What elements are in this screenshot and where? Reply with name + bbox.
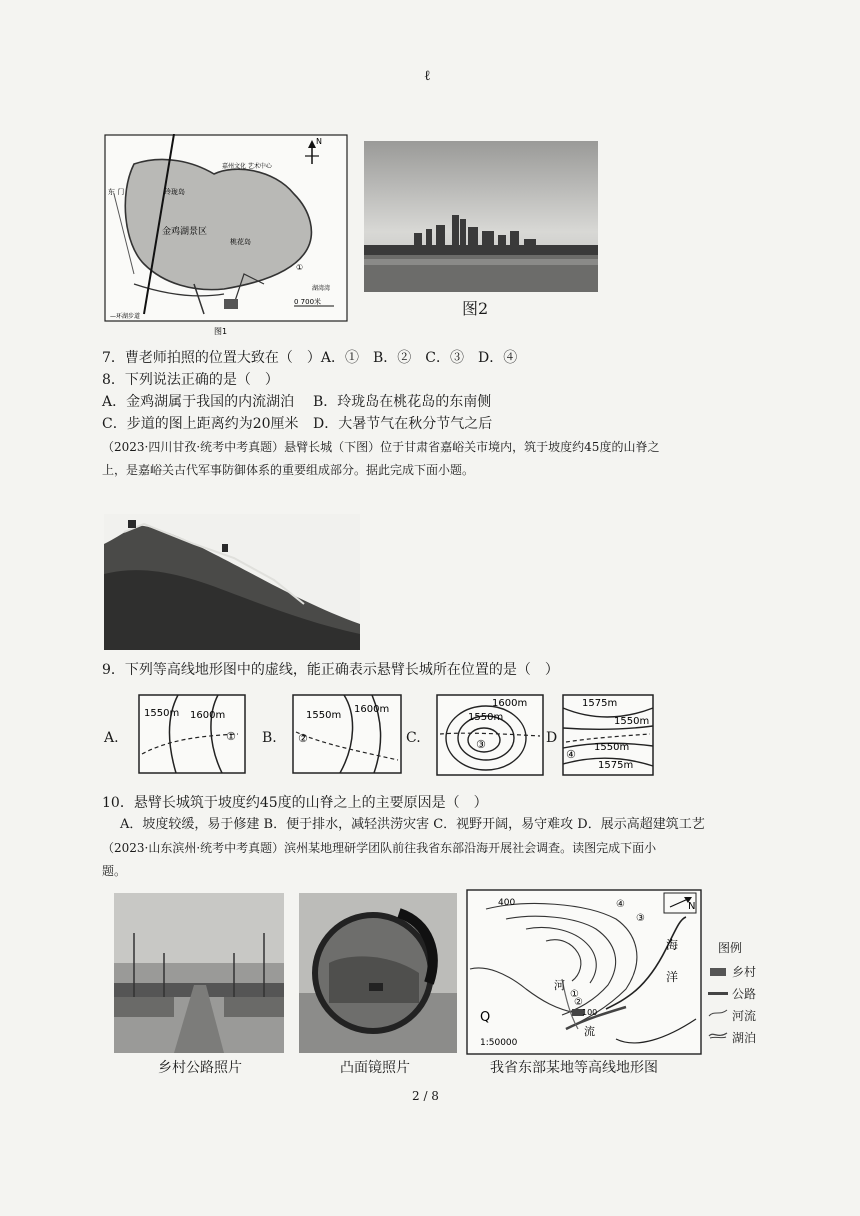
question-10-options: A．坡度较缓，易于修建 B．便于排水，减轻洪涝灾害 C．视野开阔，易守难攻 D．展示高超建筑工艺 <box>120 817 705 832</box>
map-marker-1: ① <box>570 989 579 1000</box>
question-9-stem: 9．下列等高线地形图中的虚线，能正确表示悬臂长城所在位置的是（ ） <box>102 662 559 678</box>
q9-option-a-letter: A. <box>104 730 119 746</box>
q9-c-marker: ③ <box>476 738 486 751</box>
question-10-stem: 10．悬臂长城筑于坡度约45度的山脊之上的主要原因是（ ） <box>102 795 488 811</box>
legend-road-icon <box>708 992 728 995</box>
map-q-mark: Q <box>480 1010 491 1025</box>
fig2-caption: 图2 <box>462 299 489 318</box>
fig1-lake-area: 金鸡湖景区 <box>162 227 208 237</box>
q9-d-label-4: 1575m <box>598 760 634 771</box>
contour-map-caption: 我省东部某地等高线地形图 <box>490 1060 658 1076</box>
legend-road: 公路 <box>732 987 757 1001</box>
map-sea-1: 海 <box>666 938 679 952</box>
map-marker-3: ③ <box>636 913 645 924</box>
figure-2-photo <box>364 141 598 292</box>
q9-option-d-letter: D <box>546 730 558 746</box>
lake-map-svg <box>104 134 348 338</box>
q9-option-b-map[interactable] <box>292 694 402 774</box>
intro-gansu-line2: 上，是嘉峪关古代军事防御体系的重要组成部分。据此完成下面小题。 <box>102 463 475 477</box>
legend-village: 乡村 <box>732 965 757 979</box>
question-8-stem: 8．下列说法正确的是（ ） <box>102 372 279 388</box>
legend-village-icon <box>710 968 726 976</box>
q9-a-label-2: 1600m <box>190 710 226 721</box>
q9-b-marker: ② <box>298 732 308 745</box>
q9-d-marker: ④ <box>566 748 576 761</box>
fig1-legend: —环湖步道 <box>110 313 141 320</box>
great-wall-photo <box>104 514 360 650</box>
map-scale: 1:50000 <box>480 1038 518 1048</box>
map-marker-2: ② <box>574 997 583 1008</box>
legend-title: 图例 <box>718 941 743 955</box>
figure-1-map <box>104 134 348 338</box>
q9-d-label-3: 1550m <box>594 742 630 753</box>
page-number: 2 / 8 <box>412 1089 439 1103</box>
convex-mirror-caption: 凸面镜照片 <box>340 1060 410 1076</box>
intro-shandong-line2: 题。 <box>102 864 127 878</box>
q9-a-label-1: 1550m <box>144 708 180 719</box>
fig1-left-gate: 东 门 <box>108 188 125 196</box>
rural-road-photo <box>114 893 284 1053</box>
q9-option-a-map[interactable] <box>138 694 246 774</box>
fig1-island: 桃花岛 <box>230 238 251 246</box>
skyline-photo-svg <box>364 141 598 292</box>
map-river-2: 流 <box>584 1025 595 1038</box>
legend-river: 河流 <box>732 1009 757 1023</box>
map-marker-4: ④ <box>616 899 625 910</box>
q9-option-c-letter: C. <box>406 730 421 746</box>
legend-lake-icon <box>708 1030 728 1040</box>
map-contour-400: 400 <box>498 898 516 908</box>
legend-lake: 湖泊 <box>732 1031 757 1045</box>
q9-d-label-1: 1575m <box>582 698 618 709</box>
q9-b-label-1: 1550m <box>306 710 342 721</box>
question-8-option-a: A．金鸡湖属于我国的内流湖泊 <box>102 394 295 410</box>
fig1-caption: 图1 <box>214 327 228 336</box>
convex-mirror-photo <box>299 893 457 1053</box>
question-8-option-c: C．步道的图上距离约为20厘米 <box>102 416 299 432</box>
q9-d-label-2: 1550m <box>614 716 650 727</box>
fig1-nav-island: 玲珑岛 <box>164 188 185 196</box>
question-8-option-d: D．大暑节气在秋分节气之后 <box>313 416 493 432</box>
top-mark: ℓ <box>424 68 431 84</box>
q9-option-b-letter: B. <box>262 730 277 746</box>
fig1-art-center: 嘉州文化 艺术中心 <box>222 163 272 170</box>
map-legend <box>706 938 776 1048</box>
question-7: 7．曹老师拍照的位置大致在（ ）A．① B．② C．③ D．④ <box>102 350 518 366</box>
fig1-north-label: N <box>316 137 322 146</box>
map-north-label: N <box>688 901 696 912</box>
rural-road-caption: 乡村公路照片 <box>158 1060 242 1076</box>
map-river-1: 河 <box>554 979 565 992</box>
fig1-bay: 湖湾湾 <box>312 285 331 292</box>
great-wall-svg <box>104 514 360 650</box>
q9-a-marker: ① <box>226 730 236 743</box>
map-sea-2: 洋 <box>666 970 679 984</box>
legend-river-icon <box>708 1008 728 1018</box>
question-8-option-b: B．玲珑岛在桃花岛的东南侧 <box>313 394 492 410</box>
q9-c-label-2: 1600m <box>492 698 528 709</box>
fig1-scale: 0 700米 <box>294 298 322 306</box>
intro-gansu-line1: （2023·四川甘孜·统考中考真题）悬臂长城（下图）位于甘肃省嘉峪关市境内，筑于坡度约45度的山脊之 <box>102 440 660 454</box>
q9-option-c-map[interactable] <box>436 694 544 776</box>
map-contour-100: 100 <box>582 1008 598 1017</box>
q9-option-d-map[interactable] <box>562 694 654 776</box>
east-coast-contour-map <box>466 889 702 1055</box>
fig1-marker-1: ① <box>296 263 304 272</box>
q9-c-label-1: 1550m <box>468 712 504 723</box>
intro-shandong-line1: （2023·山东滨州·统考中考真题）滨州某地理研学团队前往我省东部沿海开展社会调查。读图完成下面小 <box>102 841 657 855</box>
q9-b-label-2: 1600m <box>354 704 390 715</box>
